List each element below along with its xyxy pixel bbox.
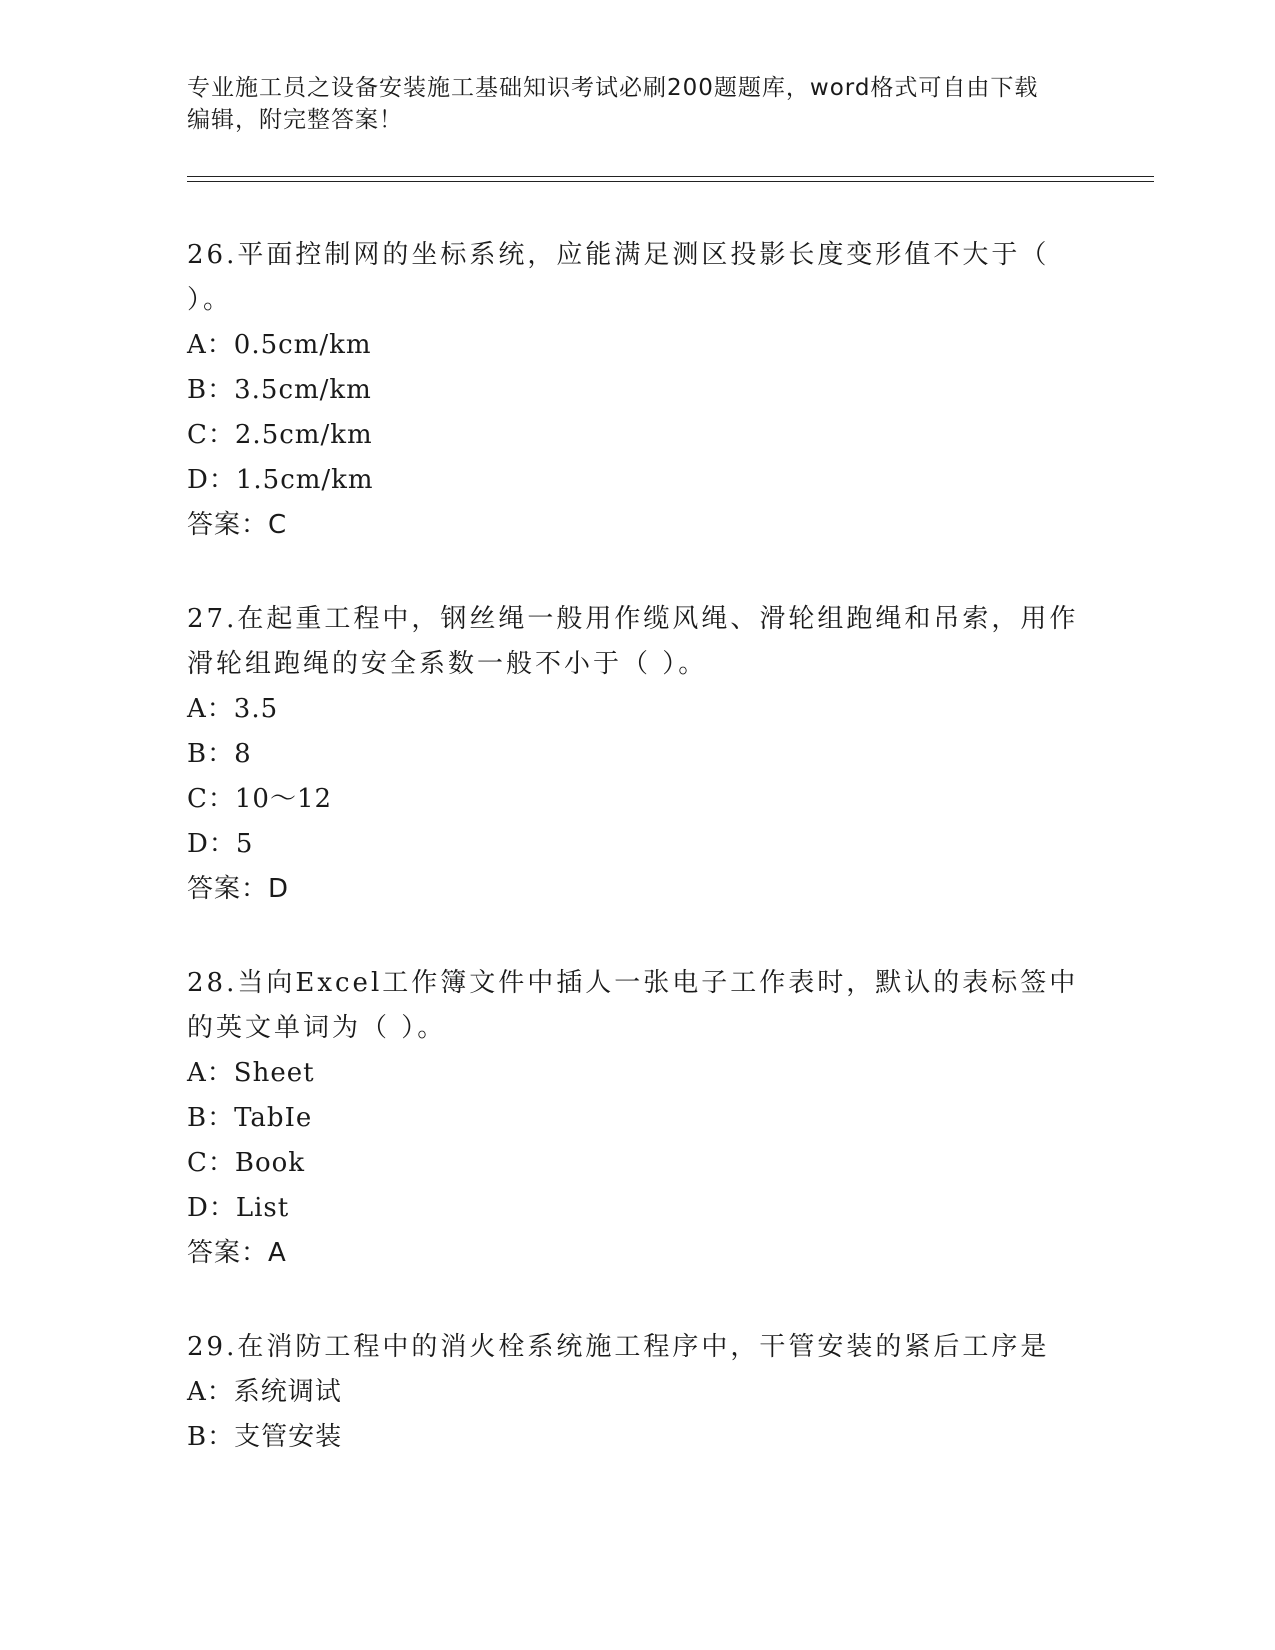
option-a: A：0.5cm/km <box>187 330 372 360</box>
answer: 答案：A <box>187 1238 287 1268</box>
header-divider-top <box>187 176 1154 177</box>
option-b: B：3.5cm/km <box>187 375 372 405</box>
option-c: C：10～12 <box>187 784 333 814</box>
answer: 答案：C <box>187 510 288 540</box>
option-c: C：Book <box>187 1148 306 1178</box>
option-c: C：2.5cm/km <box>187 420 373 450</box>
question-stem: 28.当向Excel工作簿文件中插人一张电子工作表时，默认的表标签中 的英文单词为（ ）。 <box>187 968 1079 1043</box>
option-a: A：Sheet <box>187 1058 315 1088</box>
option-a: A：系统调试 <box>187 1377 342 1407</box>
option-d: D：List <box>187 1193 290 1223</box>
option-d: D：5 <box>187 829 254 859</box>
option-a: A：3.5 <box>187 694 279 724</box>
option-d: D：1.5cm/km <box>187 465 374 495</box>
question-26 <box>187 233 1087 548</box>
answer: 答案：D <box>187 874 290 904</box>
question-28 <box>187 961 1087 1276</box>
question-29 <box>187 1325 1087 1460</box>
header-divider-bottom <box>187 181 1154 182</box>
question-stem: 27.在起重工程中，钢丝绳一般用作缆风绳、滑轮组跑绳和吊索，用作 滑轮组跑绳的安全系数一般不小于（ ）。 <box>187 604 1079 679</box>
question-stem: 29.在消防工程中的消火栓系统施工程序中，干管安装的紧后工序是 <box>187 1332 1050 1362</box>
document-header: 专业施工员之设备安装施工基础知识考试必刷200题题库，word格式可自由下载 编辑，附完整答案！ <box>187 75 1039 133</box>
option-b: B：TabIe <box>187 1103 313 1133</box>
option-b: B：支管安装 <box>187 1422 343 1452</box>
question-27 <box>187 597 1087 912</box>
option-b: B：8 <box>187 739 252 769</box>
question-stem: 26.平面控制网的坐标系统，应能满足测区投影长度变形值不大于（ ）。 <box>187 240 1050 315</box>
